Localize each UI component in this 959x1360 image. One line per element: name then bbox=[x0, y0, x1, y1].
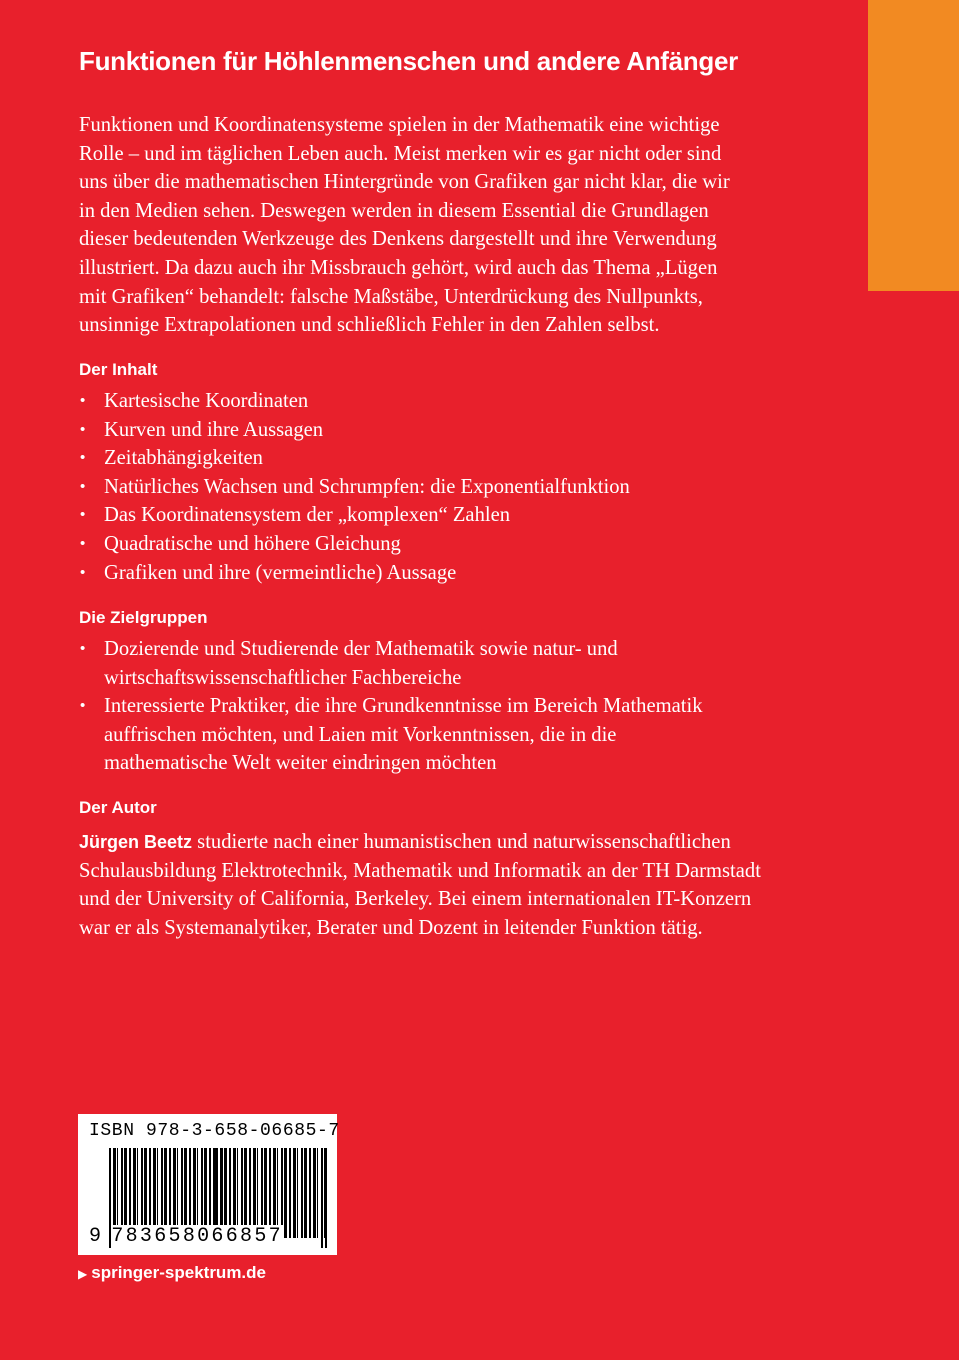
list-item bbox=[79, 559, 819, 588]
intro-line: Rolle – und im täglichen Leben auch. Meist merken wir es gar nicht oder sind bbox=[79, 142, 722, 165]
intro-line: uns über die mathematischen Hintergründe von Grafiken gar nicht klar, die wir bbox=[79, 171, 730, 194]
list-item bbox=[79, 473, 819, 502]
list-item bbox=[79, 692, 819, 778]
barcode-digit-string: 783658066857 bbox=[111, 1225, 283, 1248]
isbn-number: ISBN 978-3-658-06685-7 bbox=[89, 1121, 340, 1141]
website-text: springer-spektrum.de bbox=[91, 1263, 266, 1282]
list-item-text: • Das Koordinatensystem der „komplexen“ Zahlen bbox=[104, 504, 511, 527]
barcode-guard-bar bbox=[325, 1148, 327, 1248]
list-item-text: • Quadratische und höhere Gleichung bbox=[104, 532, 401, 555]
author-line: war er als Systemanalytiker, Berater und Dozent in leitender Funktion tätig. bbox=[79, 916, 703, 939]
intro-line: unsinnige Extrapolationen und schließlich Fehler in den Zahlen selbst. bbox=[79, 314, 660, 337]
intro-line: illustriert. Da dazu auch ihr Missbrauch gehört, wird auch das Thema „Lügen bbox=[79, 256, 718, 279]
list-item bbox=[79, 416, 819, 445]
list-item bbox=[79, 530, 819, 559]
list-item bbox=[79, 387, 819, 416]
publisher-website[interactable] bbox=[78, 1263, 266, 1283]
intro-line: dieser bedeutenden Werkzeuge des Denkens dargestellt und ihre Verwendung bbox=[79, 228, 717, 251]
author-line: Schulausbildung Elektrotechnik, Mathematik und Informatik an der TH Darmstadt bbox=[79, 859, 761, 882]
author-paragraph bbox=[79, 828, 819, 942]
zielgruppen-list bbox=[79, 635, 819, 778]
list-item bbox=[79, 444, 819, 473]
isbn-barcode bbox=[78, 1114, 340, 1255]
section-heading-autor: Der Autor bbox=[79, 798, 157, 817]
list-item-text: • Kartesische Koordinaten bbox=[104, 390, 309, 412]
orange-accent-tab bbox=[868, 0, 959, 291]
author-name: Jürgen Beetz bbox=[79, 832, 193, 852]
section-heading-inhalt: Der Inhalt bbox=[79, 360, 158, 379]
list-item-text: • Natürliches Wachsen und Schrumpfen: die Exponentialfunktion bbox=[104, 475, 630, 498]
list-item-text: • Zeitabhängigkeiten bbox=[104, 447, 263, 470]
play-arrow-icon: ▶ bbox=[78, 1267, 88, 1281]
author-line: und der University of California, Berkeley. Bei einem internationalen IT-Konzern bbox=[79, 888, 752, 911]
intro-line: mit Grafiken“ behandelt: falsche Maßstäbe, Unterdrückung des Nullpunkts, bbox=[79, 285, 703, 308]
intro-line: in den Medien sehen. Deswegen werden in diesem Essential die Grundlagen bbox=[79, 199, 709, 222]
list-item-text: • Dozierende und Studierende der Mathematik sowie natur- und bbox=[104, 638, 618, 660]
list-item-text: auffrischen möchten, und Laien mit Vorkenntnissen, die in die bbox=[104, 723, 617, 746]
list-item-text: wirtschaftswissenschaftlicher Fachbereiche bbox=[104, 666, 462, 689]
intro-paragraph bbox=[79, 111, 819, 340]
inhalt-list bbox=[79, 387, 819, 587]
intro-line: Funktionen und Koordinatensysteme spielen in der Mathematik eine wichtige bbox=[79, 114, 720, 136]
list-item-text: • Grafiken und ihre (vermeintliche) Aussage bbox=[104, 561, 457, 584]
barcode-guard-bar bbox=[321, 1148, 323, 1248]
list-item-text: mathematische Welt weiter eindringen möchten bbox=[104, 752, 497, 775]
author-line bbox=[79, 828, 819, 857]
list-item bbox=[79, 635, 819, 692]
barcode-digits bbox=[89, 1225, 283, 1248]
barcode-lead-digit: 9 bbox=[89, 1225, 104, 1248]
section-heading-zielgruppen: Die Zielgruppen bbox=[79, 608, 208, 627]
author-line-rest: studierte nach einer humanistischen und naturwissenschaftlichen bbox=[192, 831, 731, 853]
book-title: Funktionen für Höhlenmenschen und andere Anfänger bbox=[79, 46, 738, 76]
list-item-text: • Interessierte Praktiker, die ihre Grundkenntnisse im Bereich Mathematik bbox=[104, 695, 703, 718]
list-item bbox=[79, 501, 819, 530]
list-item-text: • Kurven und ihre Aussagen bbox=[104, 418, 324, 441]
